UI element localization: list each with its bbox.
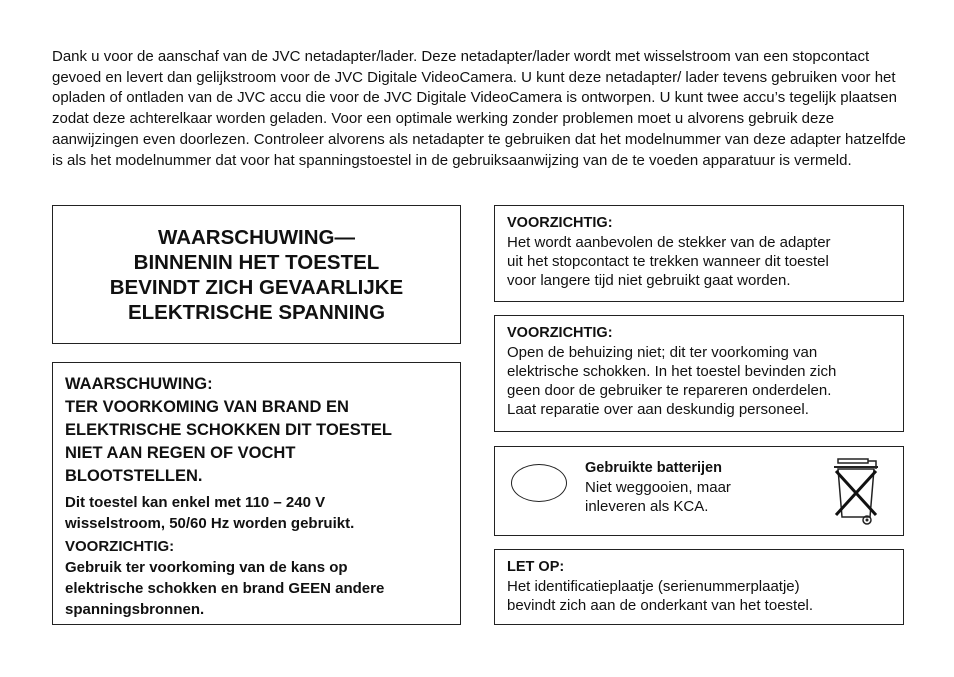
used-batteries-box [494, 446, 904, 536]
crossed-out-wheelie-bin-icon [830, 457, 882, 527]
note-title: LET OP: [507, 559, 565, 575]
caution-open-housing-box [494, 315, 904, 432]
warning-line-2: BINNENIN HET TOESTEL [133, 250, 380, 274]
warning-main-text: TER VOORKOMING VAN BRAND EN ELEKTRISCHE SCHOKKEN DIT TOESTEL NIET AAN REGEN OF VOCHT BLOOTSTELLEN. [65, 398, 392, 485]
intro-paragraph: Dank u voor de aanschaf van de JVC netadapter/lader. Deze netadapter/lader wordt met wisselstroom van een stopcontact gevoed en levert dan gelijkstroom voor de JVC Digitale VideoCamera. U kunt deze netadapter/ lader tevens gebruiken voor het opladen of ontladen van de JVC accu die voor de JVC Digitale VideoCamera is ontworpen. U kunt twee accu’s tegelijk plaatsen zodat deze achterelkaar worden geladen. Voor een optimale werking zonder problemen moet u alvorens gebruik deze aanwijzingen even doorlezen. Controleer alvorens als netadapter te gebruiken dat het modelnummer van deze adapter hatzelfde is als het modelnummer dat voor hat spanningstoestel in de gebruiksaanwijzing van de te voeden apparatuur is vermeld. [52, 48, 906, 169]
warning-line-4: ELEKTRISCHE SPANNING [127, 300, 386, 324]
note-text: Het identificatieplaatje (serienummerplaatje) bevindt zich aan de onderkant van het toestel. [507, 578, 814, 614]
voltage-note: Dit toestel kan enkel met 110 – 240 V wisselstroom, 50/60 Hz worden gebruikt. [65, 494, 355, 532]
caution-text: Gebruik ter voorkoming van de kans op elektrische schokken en brand GEEN andere spanningsbronnen. [65, 559, 385, 618]
caution-unplug-box [494, 205, 904, 302]
battery-oval-icon [511, 464, 567, 502]
caution-text: Open de behuizing niet; dit ter voorkoming van elektrische schokken. In het toestel bevinden zich geen door de gebruiker te repareren onderdelen. Laat reparatie over aan deskundig personeel. [507, 344, 837, 418]
caution-text: Het wordt aanbevolen de stekker van de adapter uit het stopcontact te trekken wanneer dit toestel voor langere tijd niet gebruikt gaat worden. [507, 234, 831, 289]
caution-title: VOORZICHTIG: [65, 538, 175, 555]
danger-voltage-warning-box [52, 205, 461, 344]
caution-title: VOORZICHTIG: [507, 215, 613, 231]
fire-shock-warning-box [52, 362, 461, 625]
caution-title: VOORZICHTIG: [507, 325, 613, 341]
warning-line-1: WAARSCHUWING— [157, 225, 355, 249]
warning-title: WAARSCHUWING: [65, 375, 213, 393]
warning-line-3: BEVINDT ZICH GEVAARLIJKE [109, 275, 404, 299]
batteries-title: Gebruikte batterijen [585, 460, 722, 476]
batteries-text: Niet weggooien, maar inleveren als KCA. [585, 479, 731, 515]
id-plate-note-box [494, 549, 904, 625]
